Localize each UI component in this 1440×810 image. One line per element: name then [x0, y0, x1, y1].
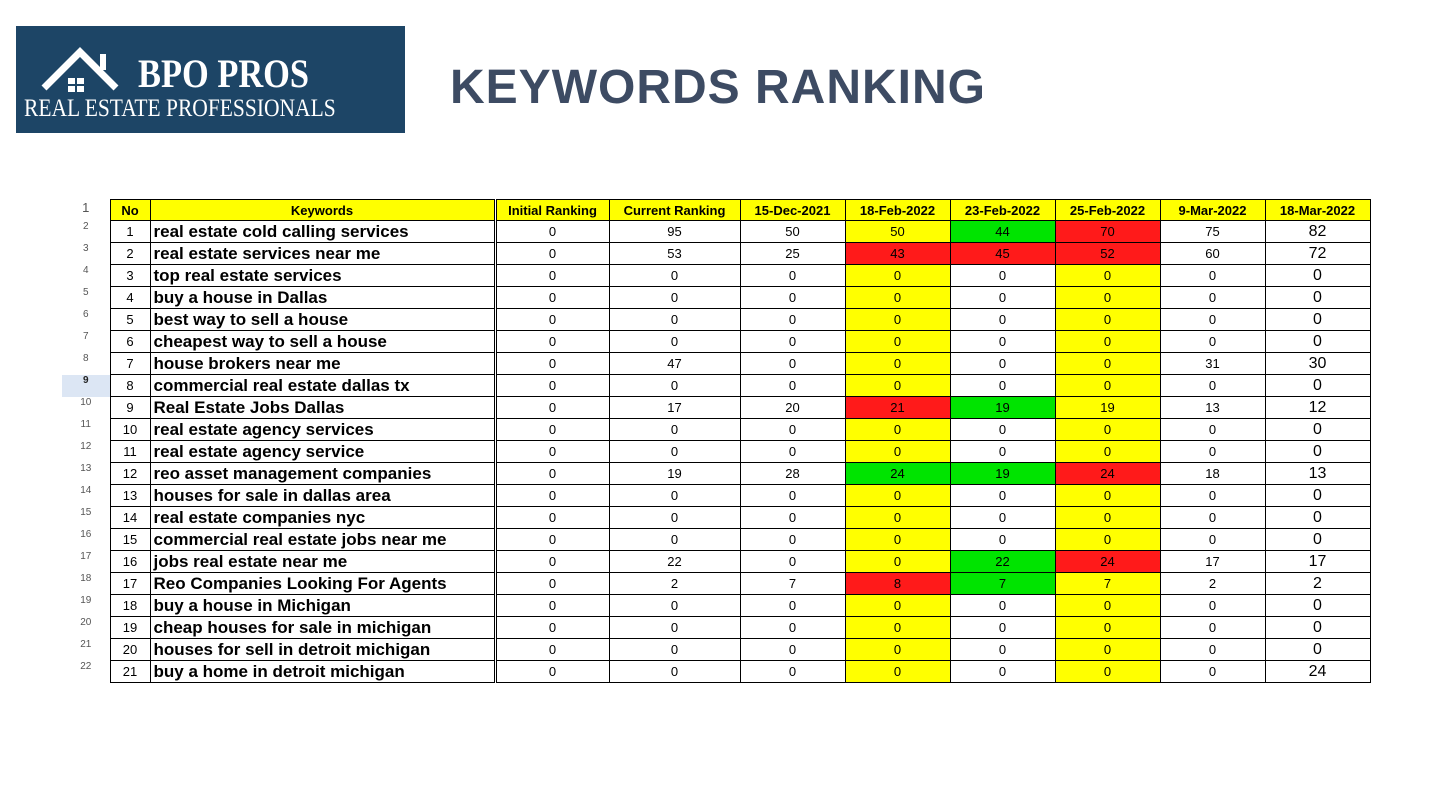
initial-ranking-cell[interactable]: 0 [495, 661, 609, 683]
ranking-date-cell[interactable]: 0 [1055, 441, 1160, 463]
ranking-date-cell[interactable]: 0 [845, 353, 950, 375]
row-number[interactable]: 4 [62, 265, 110, 287]
ranking-date-cell[interactable]: 82 [1265, 221, 1370, 243]
initial-ranking-cell[interactable]: 0 [495, 551, 609, 573]
row-no-cell[interactable]: 2 [110, 243, 150, 265]
current-ranking-cell[interactable]: 95 [609, 221, 740, 243]
table-row [62, 463, 1370, 485]
row-number[interactable]: 8 [62, 353, 110, 375]
ranking-date-cell[interactable]: 0 [740, 661, 845, 683]
row-no-cell[interactable]: 11 [110, 441, 150, 463]
keyword-cell[interactable]: reo asset management companies [150, 463, 495, 485]
initial-ranking-cell[interactable]: 0 [495, 375, 609, 397]
ranking-date-cell[interactable]: 0 [845, 507, 950, 529]
ranking-date-cell[interactable]: 0 [950, 265, 1055, 287]
table-row [62, 397, 1370, 419]
ranking-date-cell[interactable]: 50 [845, 221, 950, 243]
initial-ranking-cell[interactable]: 0 [495, 331, 609, 353]
initial-ranking-cell[interactable]: 0 [495, 441, 609, 463]
row-number[interactable]: 3 [62, 243, 110, 265]
row-number[interactable]: 11 [62, 419, 110, 441]
row-number[interactable]: 16 [62, 529, 110, 551]
ranking-date-cell[interactable]: 0 [1055, 375, 1160, 397]
initial-ranking-cell[interactable]: 0 [495, 353, 609, 375]
keyword-cell[interactable]: cheapest way to sell a house [150, 331, 495, 353]
ranking-date-cell[interactable]: 0 [950, 595, 1055, 617]
initial-ranking-cell[interactable]: 0 [495, 265, 609, 287]
keyword-cell[interactable]: commercial real estate dallas tx [150, 375, 495, 397]
table-row [62, 595, 1370, 617]
ranking-date-cell[interactable]: 0 [1160, 287, 1265, 309]
row-number[interactable]: 7 [62, 331, 110, 353]
current-ranking-cell[interactable]: 47 [609, 353, 740, 375]
ranking-date-cell[interactable]: 19 [1055, 397, 1160, 419]
keyword-cell[interactable]: commercial real estate jobs near me [150, 529, 495, 551]
row-no-cell[interactable]: 7 [110, 353, 150, 375]
ranking-date-cell[interactable]: 0 [740, 419, 845, 441]
column-header[interactable]: Keywords [150, 200, 495, 221]
ranking-date-cell[interactable]: 31 [1160, 353, 1265, 375]
row-no-cell[interactable]: 1 [110, 221, 150, 243]
row-number[interactable]: 13 [62, 463, 110, 485]
column-header[interactable]: 9-Mar-2022 [1160, 200, 1265, 221]
ranking-table [62, 199, 1371, 683]
ranking-date-cell[interactable]: 8 [845, 573, 950, 595]
initial-ranking-cell[interactable]: 0 [495, 485, 609, 507]
ranking-date-cell[interactable]: 0 [950, 353, 1055, 375]
current-ranking-cell[interactable]: 0 [609, 485, 740, 507]
ranking-date-cell[interactable]: 0 [1055, 595, 1160, 617]
row-number[interactable]: 9 [62, 375, 110, 397]
ranking-date-cell[interactable]: 0 [1160, 617, 1265, 639]
initial-ranking-cell[interactable]: 0 [495, 595, 609, 617]
ranking-date-cell[interactable]: 0 [950, 507, 1055, 529]
keyword-cell[interactable]: houses for sell in detroit michigan [150, 639, 495, 661]
row-no-cell[interactable]: 15 [110, 529, 150, 551]
column-header[interactable]: No [110, 200, 150, 221]
ranking-date-cell[interactable]: 0 [950, 331, 1055, 353]
logo-tagline: REAL ESTATE PROFESSIONALS [24, 95, 336, 122]
table-row [62, 353, 1370, 375]
ranking-date-cell[interactable]: 0 [1055, 485, 1160, 507]
ranking-date-cell[interactable]: 0 [1265, 617, 1370, 639]
ranking-date-cell[interactable]: 0 [1055, 617, 1160, 639]
current-ranking-cell[interactable]: 0 [609, 595, 740, 617]
ranking-date-cell[interactable]: 0 [950, 287, 1055, 309]
ranking-date-cell[interactable]: 75 [1160, 221, 1265, 243]
table-row [62, 617, 1370, 639]
ranking-date-cell[interactable]: 19 [950, 463, 1055, 485]
ranking-date-cell[interactable]: 0 [1160, 419, 1265, 441]
row-number[interactable]: 17 [62, 551, 110, 573]
company-logo [16, 26, 405, 133]
row-number[interactable]: 2 [62, 221, 110, 243]
table-row [62, 287, 1370, 309]
table-row [62, 639, 1370, 661]
ranking-date-cell[interactable]: 7 [950, 573, 1055, 595]
row-number[interactable]: 1 [62, 200, 110, 221]
ranking-date-cell[interactable]: 0 [950, 529, 1055, 551]
ranking-date-cell[interactable]: 0 [740, 331, 845, 353]
table-row [62, 485, 1370, 507]
ranking-date-cell[interactable]: 0 [845, 595, 950, 617]
column-header[interactable]: 25-Feb-2022 [1055, 200, 1160, 221]
ranking-date-cell[interactable]: 12 [1265, 397, 1370, 419]
ranking-date-cell[interactable]: 0 [845, 419, 950, 441]
current-ranking-cell[interactable]: 0 [609, 265, 740, 287]
ranking-date-cell[interactable]: 30 [1265, 353, 1370, 375]
row-no-cell[interactable]: 6 [110, 331, 150, 353]
ranking-date-cell[interactable]: 22 [950, 551, 1055, 573]
ranking-date-cell[interactable]: 20 [740, 397, 845, 419]
keyword-cell[interactable]: buy a house in Michigan [150, 595, 495, 617]
ranking-date-cell[interactable]: 0 [1055, 353, 1160, 375]
table-row [62, 221, 1370, 243]
ranking-date-cell[interactable]: 0 [950, 441, 1055, 463]
ranking-date-cell[interactable]: 0 [740, 485, 845, 507]
ranking-date-cell[interactable]: 24 [1265, 661, 1370, 683]
ranking-date-cell[interactable]: 13 [1265, 463, 1370, 485]
keyword-cell[interactable]: Reo Companies Looking For Agents [150, 573, 495, 595]
initial-ranking-cell[interactable]: 0 [495, 419, 609, 441]
ranking-date-cell[interactable]: 0 [1265, 309, 1370, 331]
ranking-date-cell[interactable]: 0 [1055, 661, 1160, 683]
ranking-date-cell[interactable]: 0 [1160, 639, 1265, 661]
ranking-date-cell[interactable]: 0 [845, 661, 950, 683]
ranking-date-cell[interactable]: 0 [740, 507, 845, 529]
row-no-cell[interactable]: 13 [110, 485, 150, 507]
row-number[interactable]: 19 [62, 595, 110, 617]
row-number[interactable]: 22 [62, 661, 110, 683]
keyword-cell[interactable]: top real estate services [150, 265, 495, 287]
ranking-date-cell[interactable]: 52 [1055, 243, 1160, 265]
current-ranking-cell[interactable]: 0 [609, 287, 740, 309]
initial-ranking-cell[interactable]: 0 [495, 309, 609, 331]
row-number[interactable]: 20 [62, 617, 110, 639]
initial-ranking-cell[interactable]: 0 [495, 463, 609, 485]
ranking-date-cell[interactable]: 0 [845, 441, 950, 463]
ranking-date-cell[interactable]: 0 [740, 441, 845, 463]
keyword-cell[interactable]: Real Estate Jobs Dallas [150, 397, 495, 419]
row-number[interactable]: 12 [62, 441, 110, 463]
ranking-date-cell[interactable]: 0 [950, 375, 1055, 397]
keyword-cell[interactable]: house brokers near me [150, 353, 495, 375]
table-row [62, 331, 1370, 353]
table-row [62, 573, 1370, 595]
ranking-date-cell[interactable]: 0 [1265, 639, 1370, 661]
keyword-cell[interactable]: buy a house in Dallas [150, 287, 495, 309]
current-ranking-cell[interactable]: 0 [609, 419, 740, 441]
ranking-date-cell[interactable]: 0 [1160, 529, 1265, 551]
ranking-date-cell[interactable]: 0 [1055, 309, 1160, 331]
row-no-cell[interactable]: 16 [110, 551, 150, 573]
current-ranking-cell[interactable]: 0 [609, 441, 740, 463]
column-header[interactable]: 18-Mar-2022 [1265, 200, 1370, 221]
ranking-date-cell[interactable]: 0 [1055, 265, 1160, 287]
initial-ranking-cell[interactable]: 0 [495, 639, 609, 661]
row-number[interactable]: 18 [62, 573, 110, 595]
table-row [62, 551, 1370, 573]
ranking-date-cell[interactable]: 0 [740, 617, 845, 639]
current-ranking-cell[interactable]: 19 [609, 463, 740, 485]
ranking-date-cell[interactable]: 0 [1160, 507, 1265, 529]
ranking-date-cell[interactable]: 7 [1055, 573, 1160, 595]
keyword-cell[interactable]: real estate services near me [150, 243, 495, 265]
initial-ranking-cell[interactable]: 0 [495, 243, 609, 265]
ranking-date-cell[interactable]: 0 [1265, 375, 1370, 397]
ranking-date-cell[interactable]: 0 [1160, 265, 1265, 287]
row-no-cell[interactable]: 9 [110, 397, 150, 419]
ranking-date-cell[interactable]: 0 [1160, 331, 1265, 353]
ranking-date-cell[interactable]: 0 [1160, 441, 1265, 463]
row-no-cell[interactable]: 14 [110, 507, 150, 529]
column-header[interactable]: Current Ranking [609, 200, 740, 221]
ranking-date-cell[interactable]: 24 [1055, 551, 1160, 573]
ranking-date-cell[interactable]: 0 [845, 265, 950, 287]
ranking-date-cell[interactable]: 0 [845, 309, 950, 331]
ranking-date-cell[interactable]: 28 [740, 463, 845, 485]
initial-ranking-cell[interactable]: 0 [495, 573, 609, 595]
ranking-date-cell[interactable]: 0 [740, 287, 845, 309]
ranking-date-cell[interactable]: 0 [845, 375, 950, 397]
ranking-date-cell[interactable]: 24 [845, 463, 950, 485]
row-number[interactable]: 5 [62, 287, 110, 309]
ranking-date-cell[interactable]: 0 [1055, 529, 1160, 551]
ranking-date-cell[interactable]: 0 [1055, 639, 1160, 661]
ranking-date-cell[interactable]: 0 [1055, 331, 1160, 353]
keyword-cell[interactable]: real estate agency service [150, 441, 495, 463]
ranking-date-cell[interactable]: 0 [845, 639, 950, 661]
keyword-cell[interactable]: real estate cold calling services [150, 221, 495, 243]
ranking-date-cell[interactable]: 0 [1160, 309, 1265, 331]
keyword-cell[interactable]: cheap houses for sale in michigan [150, 617, 495, 639]
row-no-cell[interactable]: 4 [110, 287, 150, 309]
current-ranking-cell[interactable]: 0 [609, 529, 740, 551]
table-row [62, 441, 1370, 463]
ranking-date-cell[interactable]: 0 [740, 375, 845, 397]
ranking-date-cell[interactable]: 0 [1265, 331, 1370, 353]
ranking-date-cell[interactable]: 60 [1160, 243, 1265, 265]
table-row [62, 243, 1370, 265]
ranking-date-cell[interactable]: 0 [740, 595, 845, 617]
row-number[interactable]: 21 [62, 639, 110, 661]
ranking-date-cell[interactable]: 0 [740, 529, 845, 551]
table-row [62, 529, 1370, 551]
column-header[interactable]: 23-Feb-2022 [950, 200, 1055, 221]
ranking-date-cell[interactable]: 0 [1265, 419, 1370, 441]
row-number[interactable]: 15 [62, 507, 110, 529]
ranking-date-cell[interactable]: 0 [950, 309, 1055, 331]
ranking-date-cell[interactable]: 25 [740, 243, 845, 265]
current-ranking-cell[interactable]: 0 [609, 507, 740, 529]
ranking-date-cell[interactable]: 0 [1265, 441, 1370, 463]
ranking-date-cell[interactable]: 70 [1055, 221, 1160, 243]
ranking-date-cell[interactable]: 0 [1265, 287, 1370, 309]
initial-ranking-cell[interactable]: 0 [495, 529, 609, 551]
ranking-date-cell[interactable]: 44 [950, 221, 1055, 243]
keyword-ranking-sheet [62, 199, 1371, 683]
ranking-date-cell[interactable]: 43 [845, 243, 950, 265]
ranking-date-cell[interactable]: 13 [1160, 397, 1265, 419]
current-ranking-cell[interactable]: 0 [609, 661, 740, 683]
row-no-cell[interactable]: 18 [110, 595, 150, 617]
ranking-date-cell[interactable]: 21 [845, 397, 950, 419]
ranking-date-cell[interactable]: 0 [950, 661, 1055, 683]
row-no-cell[interactable]: 8 [110, 375, 150, 397]
initial-ranking-cell[interactable]: 0 [495, 617, 609, 639]
column-header[interactable]: 18-Feb-2022 [845, 200, 950, 221]
row-no-cell[interactable]: 20 [110, 639, 150, 661]
current-ranking-cell[interactable]: 2 [609, 573, 740, 595]
row-no-cell[interactable]: 12 [110, 463, 150, 485]
column-header[interactable]: 15-Dec-2021 [740, 200, 845, 221]
row-no-cell[interactable]: 17 [110, 573, 150, 595]
table-row [62, 265, 1370, 287]
table-row [62, 507, 1370, 529]
ranking-date-cell[interactable]: 0 [740, 551, 845, 573]
ranking-date-cell[interactable]: 0 [950, 617, 1055, 639]
row-number[interactable]: 14 [62, 485, 110, 507]
ranking-date-cell[interactable]: 0 [1265, 595, 1370, 617]
ranking-date-cell[interactable]: 0 [1160, 485, 1265, 507]
current-ranking-cell[interactable]: 0 [609, 309, 740, 331]
row-no-cell[interactable]: 21 [110, 661, 150, 683]
ranking-date-cell[interactable]: 45 [950, 243, 1055, 265]
ranking-date-cell[interactable]: 17 [1160, 551, 1265, 573]
keyword-cell[interactable]: best way to sell a house [150, 309, 495, 331]
table-row [62, 661, 1370, 683]
ranking-date-cell[interactable]: 0 [1055, 287, 1160, 309]
ranking-date-cell[interactable]: 0 [1055, 419, 1160, 441]
row-no-cell[interactable]: 19 [110, 617, 150, 639]
keyword-cell[interactable]: buy a home in detroit michigan [150, 661, 495, 683]
ranking-date-cell[interactable]: 72 [1265, 243, 1370, 265]
ranking-date-cell[interactable]: 7 [740, 573, 845, 595]
row-no-cell[interactable]: 10 [110, 419, 150, 441]
page-title: KEYWORDS RANKING [450, 61, 987, 114]
ranking-date-cell[interactable]: 0 [740, 353, 845, 375]
ranking-date-cell[interactable]: 0 [1265, 529, 1370, 551]
table-row [62, 419, 1370, 441]
ranking-date-cell[interactable]: 50 [740, 221, 845, 243]
ranking-date-cell[interactable]: 2 [1160, 573, 1265, 595]
ranking-date-cell[interactable]: 0 [950, 419, 1055, 441]
keyword-cell[interactable]: real estate companies nyc [150, 507, 495, 529]
keyword-cell[interactable]: real estate agency services [150, 419, 495, 441]
ranking-date-cell[interactable]: 0 [1265, 507, 1370, 529]
ranking-date-cell[interactable]: 0 [740, 265, 845, 287]
table-row [62, 375, 1370, 397]
header-row [62, 200, 1370, 221]
ranking-date-cell[interactable]: 0 [1160, 661, 1265, 683]
column-header[interactable]: Initial Ranking [495, 200, 609, 221]
ranking-date-cell[interactable]: 18 [1160, 463, 1265, 485]
current-ranking-cell[interactable]: 0 [609, 331, 740, 353]
ranking-date-cell[interactable]: 0 [1160, 375, 1265, 397]
ranking-date-cell[interactable]: 0 [740, 639, 845, 661]
ranking-date-cell[interactable]: 2 [1265, 573, 1370, 595]
keyword-cell[interactable]: jobs real estate near me [150, 551, 495, 573]
ranking-date-cell[interactable]: 0 [845, 331, 950, 353]
ranking-date-cell[interactable]: 17 [1265, 551, 1370, 573]
ranking-date-cell[interactable]: 24 [1055, 463, 1160, 485]
initial-ranking-cell[interactable]: 0 [495, 287, 609, 309]
ranking-date-cell[interactable]: 0 [950, 485, 1055, 507]
ranking-date-cell[interactable]: 0 [1055, 507, 1160, 529]
current-ranking-cell[interactable]: 0 [609, 375, 740, 397]
ranking-date-cell[interactable]: 0 [1265, 485, 1370, 507]
current-ranking-cell[interactable]: 22 [609, 551, 740, 573]
ranking-date-cell[interactable]: 0 [1265, 265, 1370, 287]
ranking-date-cell[interactable]: 0 [1160, 595, 1265, 617]
initial-ranking-cell[interactable]: 0 [495, 507, 609, 529]
ranking-date-cell[interactable]: 0 [740, 309, 845, 331]
ranking-date-cell[interactable]: 0 [845, 529, 950, 551]
row-no-cell[interactable]: 3 [110, 265, 150, 287]
current-ranking-cell[interactable]: 17 [609, 397, 740, 419]
ranking-date-cell[interactable]: 0 [845, 617, 950, 639]
ranking-date-cell[interactable]: 0 [950, 639, 1055, 661]
ranking-date-cell[interactable]: 0 [845, 551, 950, 573]
current-ranking-cell[interactable]: 53 [609, 243, 740, 265]
current-ranking-cell[interactable]: 0 [609, 639, 740, 661]
ranking-date-cell[interactable]: 0 [845, 287, 950, 309]
initial-ranking-cell[interactable]: 0 [495, 397, 609, 419]
table-row [62, 309, 1370, 331]
row-number[interactable]: 6 [62, 309, 110, 331]
ranking-date-cell[interactable]: 19 [950, 397, 1055, 419]
current-ranking-cell[interactable]: 0 [609, 617, 740, 639]
row-no-cell[interactable]: 5 [110, 309, 150, 331]
ranking-date-cell[interactable]: 0 [845, 485, 950, 507]
initial-ranking-cell[interactable]: 0 [495, 221, 609, 243]
logo-brand: BPO PROS [138, 51, 310, 96]
keyword-cell[interactable]: houses for sale in dallas area [150, 485, 495, 507]
row-number[interactable]: 10 [62, 397, 110, 419]
